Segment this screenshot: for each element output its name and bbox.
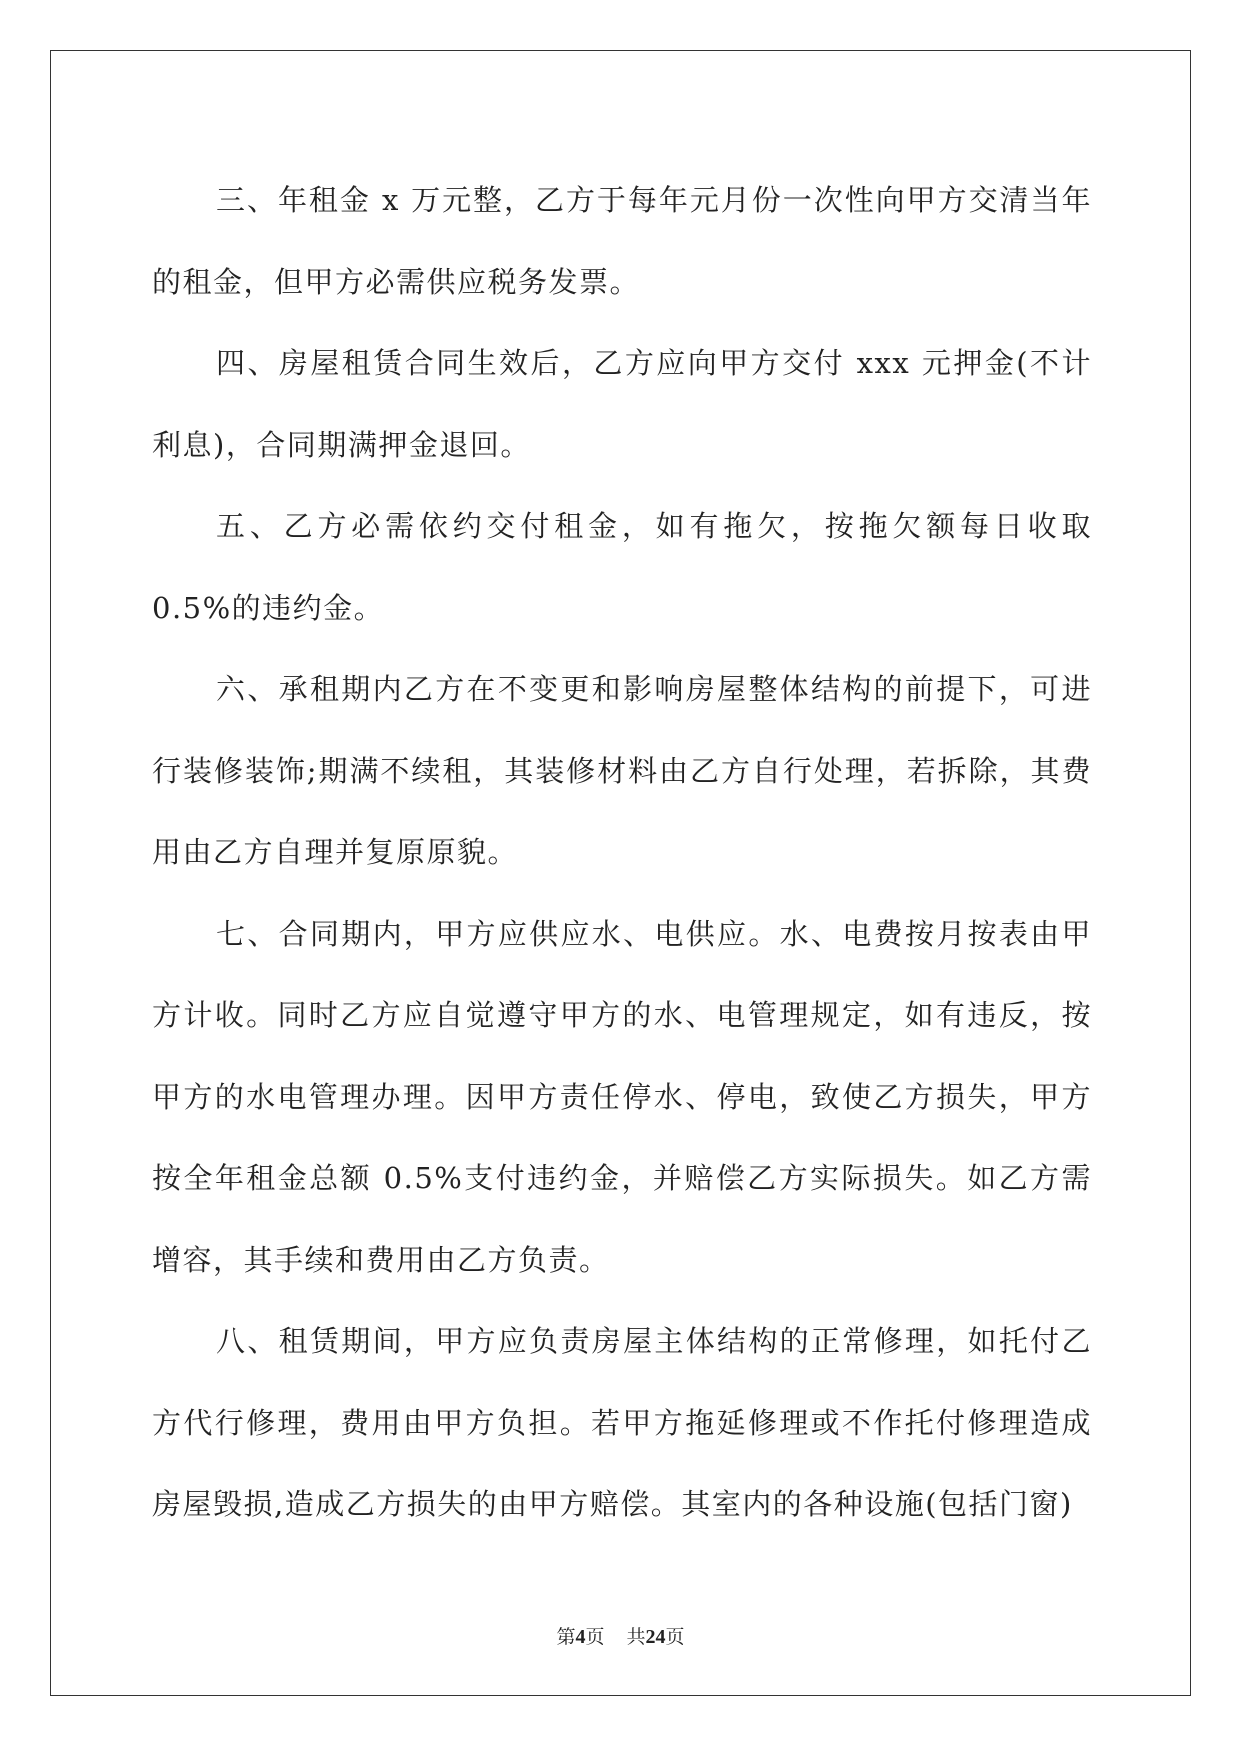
page-footer [0, 1622, 1241, 1649]
total-pages: 24 [645, 1626, 666, 1648]
total-suffix: 页 [665, 1626, 685, 1648]
page-number: 4 [575, 1626, 586, 1648]
paragraph-late-fee: 五、乙方必需依约交付租金，如有拖欠，按拖欠额每日收取 0.5%的违约金。 [152, 509, 1092, 625]
paragraph-deposit: 四、房屋租赁合同生效后，乙方应向甲方交付 xxx 元押金(不计利息)，合同期满押金退回。 [152, 346, 1092, 462]
paragraph-utilities: 七、合同期内，甲方应供应水、电供应。水、电费按月按表由甲方计收。同时乙方应自觉遵守甲方的水、电管理规定，如有违反，按甲方的水电管理办理。因甲方责任停水、停电，致使乙方损失，甲方按全年租金总额 0.5%支付违约金，并赔偿乙方实际损失。如乙方需增容，其手续和费用由乙方负责。 [152, 916, 1092, 1277]
paragraph-rent-amount: 三、年租金 x 万元整，乙方于每年元月份一次性向甲方交清当年的租金，但甲方必需供应税务发票。 [152, 183, 1092, 299]
paragraph-repairs: 八、租赁期间，甲方应负责房屋主体结构的正常修理，如托付乙方代行修理，费用由甲方负担。若甲方拖延修理或不作托付修理造成房屋毁损,造成乙方损失的由甲方赔偿。其室内的各种设施(包括门窗) [152, 1324, 1092, 1521]
page-suffix: 页 [585, 1626, 605, 1648]
total-prefix: 共 [626, 1626, 646, 1648]
page-prefix: 第 [556, 1626, 576, 1648]
paragraph-renovation: 六、承租期内乙方在不变更和影响房屋整体结构的前提下，可进行装修装饰;期满不续租，其装修材料由乙方自行处理，若拆除，其费用由乙方自理并复原原貌。 [152, 672, 1092, 869]
document-body [152, 160, 1092, 1546]
